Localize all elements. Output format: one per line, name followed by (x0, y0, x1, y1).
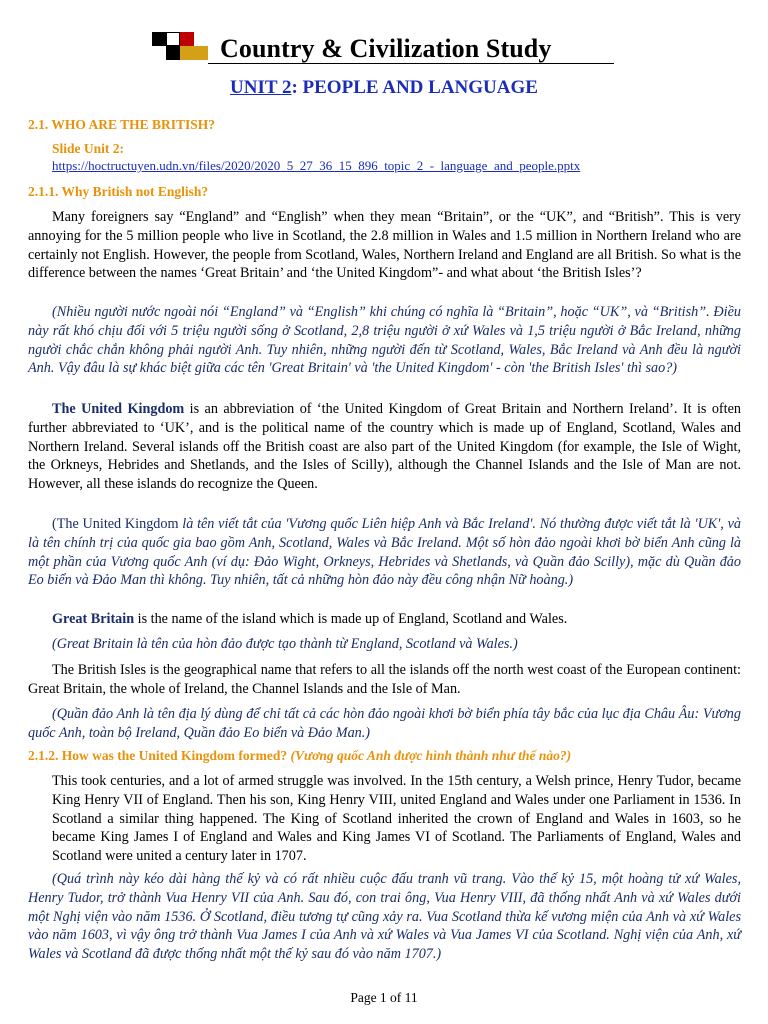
unit-link[interactable]: UNIT 2 (230, 77, 292, 98)
paragraph-united-kingdom-text: is an abbreviation of ‘the United Kingdom of Great Britain and Northern Ireland’. It is often further abbreviated to ‘UK’, and is the political name of the country which is made up of England, Scotland, Wales and Northern Ireland. Several islands off the British coast are also part of the United Kingdom (for example, the Isle of Wight, the Orkneys, Hebrides and Shetlands, and the Isles of Scilly), although the Channel Islands and the Isle of Man are not. However, all these islands do recognize the Queen. (28, 401, 741, 493)
logo-icon (152, 32, 208, 64)
unit-title (0, 77, 768, 99)
paragraph-great-britain-text: is the name of the island which is made up of England, Scotland and Wales. (134, 611, 568, 627)
slide-url-link[interactable]: https://hoctructuyen.udn.vn/files/2020/2020_5_27_36_15_896_topic_2_-_language_and_people.pptx (52, 158, 581, 173)
paragraph-british-isles-vi: (Quần đảo Anh là tên địa lý dùng để chỉ tất cả các hòn đảo ngoài khơi bờ biển phía tây bắc của lục địa Châu Âu: Vương quốc Anh, toàn bộ Ireland, Quần đảo Eo biển và Đảo Man.) (28, 706, 741, 741)
section-heading-2-1-2-vi: (Vương quốc Anh được hình thành như thế nào?) (287, 748, 572, 763)
title-underline (208, 63, 614, 64)
slide-label: Slide Unit 2: (52, 141, 125, 156)
term-united-kingdom-vi: (The United Kingdom (52, 516, 179, 532)
section-heading-2-1: 2.1. WHO ARE THE BRITISH? (28, 117, 216, 132)
paragraph-united-kingdom (28, 400, 741, 494)
section-heading-2-1-2 (28, 748, 571, 764)
paragraph-uk-formed-vi: (Quá trình này kéo dài hàng thế kỷ và có rất nhiều cuộc đấu tranh vũ trang. Vào thế kỷ 15, một hoàng tử xứ Wales, Henry Tudor, trở thành Vua Henry VII của Anh. Sau đó, con trai ông, Vua Henry VIII, đã thống nhất Anh và xứ Wales dưới một Nghị viện vào năm 1536. Ở Scotland, điều tương tự cũng xảy ra. Vua Scotland thừa kế vương miện của Anh và xứ Wales vào năm 1603, vì vậy ông trở thành Vua James I của Anh và xứ Wales và Vua James VI của Scotland. Nghị viện của Anh, xứ Wales và Scotland đã được thống nhất một thế kỷ sau đó vào năm 1707.) (28, 871, 741, 963)
section-heading-2-1-2-text: 2.1.2. How was the United Kingdom formed? (28, 748, 288, 763)
paragraph-great-britain-vi: (Great Britain là tên của hòn đảo được tạo thành từ England, Scotland và Wales.) (52, 636, 518, 652)
paragraph-why-british-vi: (Nhiều người nước ngoài nói “England” và “English” khi chúng có nghĩa là “Britain”, hoặc “UK”, và “British”. Điều này rất khó chịu đối với 5 triệu người sống ở Scotland, 2,8 triệu người ở xứ Wales và 1,5 triệu người ở Bắc Ireland, những người chắc chắn không phải người Anh. Tuy nhiên, những người đến từ Scotland, Wales, Bắc Ireland và Anh đều là người Anh. Vậy đâu là sự khác biệt giữa các tên 'Great Britain' và 'the United Kingdom' - còn 'the British Isles' thì sao?) (28, 304, 741, 377)
paragraph-uk-formed: This took centuries, and a lot of armed struggle was involved. In the 15th century, a Welsh prince, Henry Tudor, became King Henry VII of England. Then his son, King Henry VIII, united England and Wales under one Parliament in 1536. In Scotland a similar thing happened. The King of Scotland inherited the crown of England and Wales in 1603, so he became King James I of England and Wales and King James VI of Scotland. The Parliaments of England, Wales and Scotland were united a century later in 1707. (52, 773, 741, 865)
paragraph-united-kingdom-vi-text: là tên viết tắt của 'Vương quốc Liên hiệp Anh và Bắc Ireland'. Nó thường được viết tắt là 'UK', và là tên chính trị của quốc gia bao gồm Anh, Scotland, Wales và Bắc Ireland. Một số hòn đảo ngoài khơi bờ biển Anh cũng là một phần của Vương quốc Anh (ví dụ: Đảo Wight, Orkneys, Hebrides và Shetlands, và Quần đảo Scilly), mặc dù Quần đảo Eo biển và Đảo Man thì không. Tuy nhiên, tất cả những hòn đảo này đều công nhận Nữ hoàng.) (28, 516, 742, 589)
document-title: Country & Civilization Study (220, 34, 552, 63)
paragraph-united-kingdom-vi (28, 515, 741, 590)
term-united-kingdom: The United Kingdom (52, 401, 185, 417)
paragraph-great-britain (28, 610, 741, 629)
term-great-britain: Great Britain (52, 611, 135, 627)
paragraph-british-isles: The British Isles is the geographical name that refers to all the islands off the north west coast of the European continent: Great Britain, the whole of Ireland, the Channel Islands and the Isle of Man. (28, 662, 741, 697)
paragraph-why-british: Many foreigners say “England” and “English” when they mean “Britain”, or the “UK”, and “British”. This is very annoying for the 5 million people who live in Scotland, the 2.8 million in Wales and 1.5 million in Northern Ireland who are certainly not English. However, the people from Scotland, Wales, Northern Ireland and England are all British. So what is the difference between the names ‘Great Britain’ and ‘the United Kingdom”- and what about ‘the British Isles’? (28, 209, 741, 282)
page-number: Page 1 of 11 (350, 990, 418, 1005)
unit-title-rest: : PEOPLE AND LANGUAGE (291, 77, 538, 98)
section-heading-2-1-1: 2.1.1. Why British not English? (28, 184, 209, 199)
